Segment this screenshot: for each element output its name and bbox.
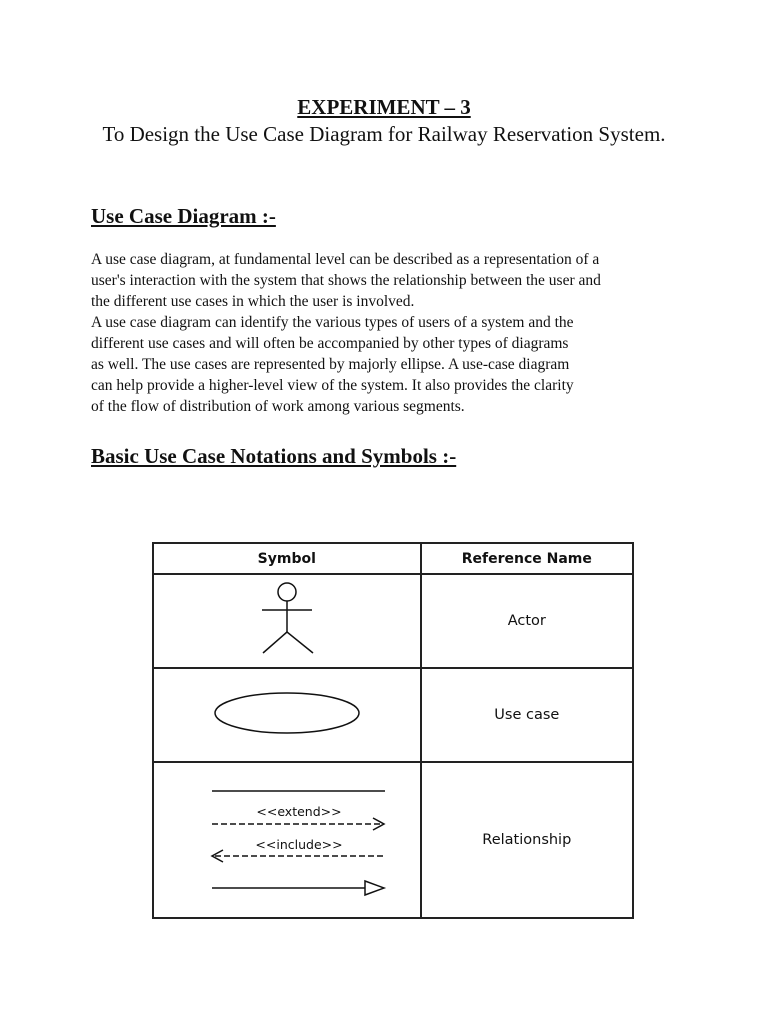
extend-label: <<extend>>	[256, 804, 342, 819]
notation-table	[152, 542, 634, 919]
table-header-row	[153, 543, 633, 574]
relationship-symbol-cell	[153, 762, 421, 918]
description-line: A use case diagram can identify the various types of users of a system and the	[91, 314, 574, 331]
table-row	[153, 762, 633, 918]
include-label: <<include>>	[255, 837, 343, 852]
description-line: A use case diagram, at fundamental level can be described as a representation of a	[91, 251, 600, 268]
use-case-symbol-cell	[153, 668, 421, 762]
notations-heading: Basic Use Case Notations and Symbols :-	[91, 444, 457, 468]
use-case-diagram-heading: Use Case Diagram :-	[91, 204, 276, 228]
use-case-description	[91, 249, 691, 417]
description-line: can help provide a higher-level view of the system. It also provides the clarity	[91, 377, 574, 394]
description-line: of the flow of distribution of work among various segments.	[91, 398, 465, 415]
experiment-subtitle: To Design the Use Case Diagram for Railway Reservation System.	[102, 122, 666, 146]
description-line: different use cases and will often be accompanied by other types of diagrams	[91, 335, 569, 352]
use-case-reference-name: Use case	[421, 668, 633, 762]
description-line: as well. The use cases are represented by majorly ellipse. A use-case diagram	[91, 356, 570, 373]
symbol-column-header: Symbol	[153, 543, 421, 574]
experiment-title: EXPERIMENT – 3	[297, 95, 471, 119]
actor-symbol-cell	[153, 574, 421, 668]
description-line: the different use cases in which the user is involved.	[91, 293, 415, 310]
actor-reference-name: Actor	[421, 574, 633, 668]
notation-table-container	[152, 542, 634, 918]
reference-name-column-header: Reference Name	[421, 543, 633, 574]
use-case-ellipse-icon	[207, 688, 367, 738]
generalization-arrowhead	[365, 881, 384, 895]
table-row	[153, 668, 633, 762]
actor-stick-figure-icon	[247, 580, 327, 658]
relationship-reference-name: Relationship	[421, 762, 633, 918]
table-row	[153, 574, 633, 668]
description-line: user's interaction with the system that shows the relationship between the user and	[91, 272, 601, 289]
relationship-arrows-icon	[187, 778, 387, 898]
